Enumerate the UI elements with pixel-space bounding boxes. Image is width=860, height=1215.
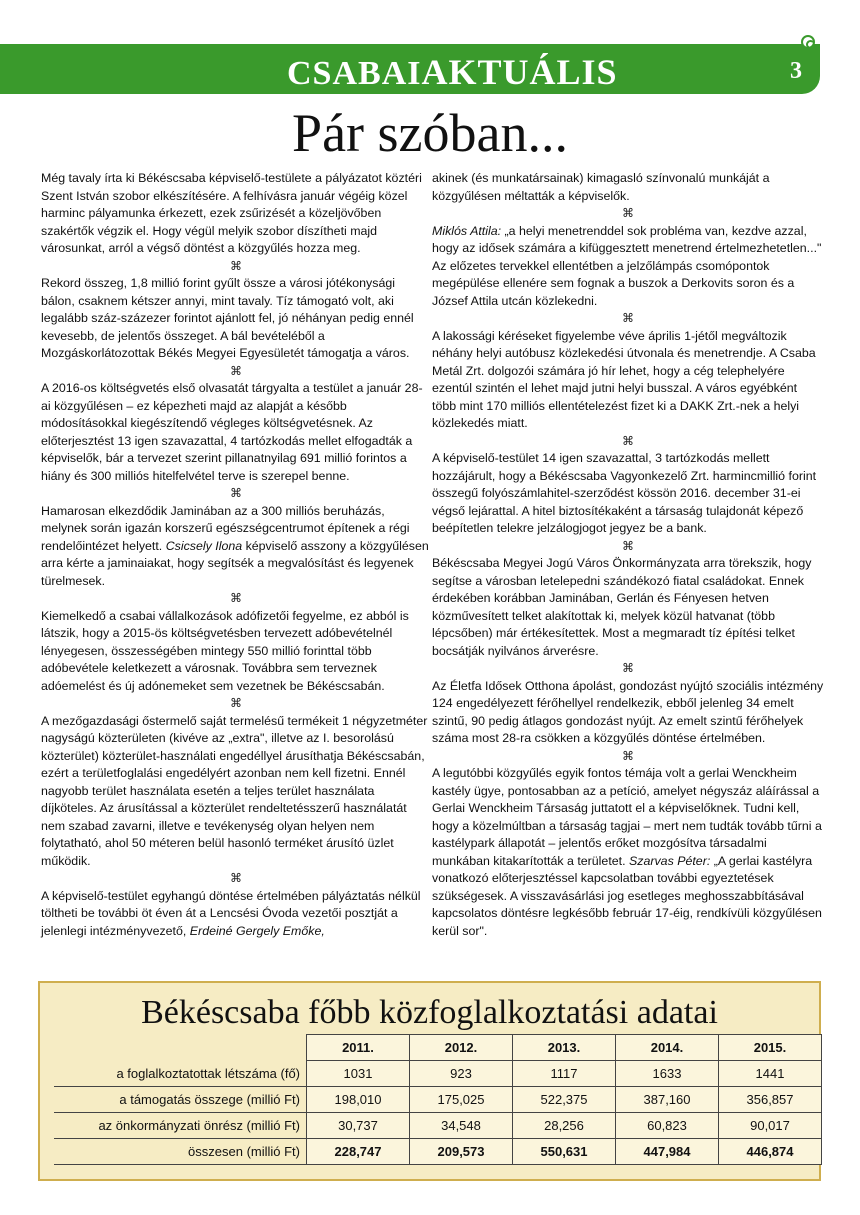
table-cell: 1117 [513,1061,616,1087]
separator-icon: ⌘ [230,591,242,605]
table-cell: 446,874 [719,1139,822,1165]
page-headline: Pár szóban... [292,103,568,163]
table-cell: 175,025 [410,1087,513,1113]
year-header: 2015. [719,1035,822,1061]
news-item: A mezőgazdasági őstermelő saját termelésű termékeit 1 négyzetméter nagyságú közterületen (kivéve az „extra", illetve az I. besorolású közterület) közterület-használati engedéllyel árusíthatja Békéscsabán, ezért a területfoglalási engedélyért azonban nem kell fizetni. Ennél nagyobb terület használata esetén a teljes terület használata díjköteles. Az árusítással a közterület rendeltetésszerű használatát nem szabad zavarni, illetve e tevékenység olyan helyen nem folytatható, ahol 50 méteren belül hasonló terméket árusító üzlet működik. [41,713,428,868]
blank-header-cell [54,1035,307,1061]
table-cell: 1633 [616,1061,719,1087]
table-title: Békéscsaba főbb közfoglalkoztatási adatai [141,994,718,1031]
table-cell: 1441 [719,1061,822,1087]
year-header: 2014. [616,1035,719,1061]
table-row [54,1061,822,1087]
person-name: Erdeiné Gergely Emőke, [189,923,325,938]
table-cell: 30,737 [307,1113,410,1139]
table-cell: 198,010 [307,1087,410,1113]
separator-icon: ⌘ [230,871,242,885]
year-header: 2013. [513,1035,616,1061]
separator-icon: ⌘ [622,661,634,675]
news-item: Még tavaly írta ki Békéscsaba képviselő-testülete a pályázatot köztéri Szent István szobor elkészítésére. A felhívásra január végéig közel harminc pályamunka érkezett, ezek zsűrizését a közeljövőben szakértők végzik el. Hogy végül melyik szobor díszítheti majd városunkat, arról a végső döntést a közgyűlés hozza meg. [41,171,422,255]
news-item: Miklós Attila: „a helyi menetrenddel sok probléma van, kezdve azzal, hogy az idősek számára a kifüggesztett menetrend értelmezhetetlen..." Az előzetes tervekkel ellentétben a jelzőlámpás csomópontok megépülése ellenére sem fognak a buszok a Derkovits soron és a József Attila utcán közlekedni. [432,223,822,308]
brand-part2: AKTUÁLIS [421,52,618,92]
table-cell: 356,857 [719,1087,822,1113]
person-name: Miklós Attila: [432,223,502,238]
news-item: A képviselő-testület 14 igen szavazattal, 3 tartózkodás mellett hozzájárult, hogy a Békéscsaba Vagyonkezelő Zrt. harmincmillió forint összegű folyószámlahitel-szerződést kössön 2016. december 31-ei végső lejárattal. A hitel biztosítékaként a társaság tulajdonát képező beépítetlen telekre jelzálogjogot jegyez be a bank. [432,451,817,535]
row-label: összesen (millió Ft) [54,1139,307,1165]
separator-icon: ⌘ [230,258,242,273]
person-name: Szarvas Péter: [629,853,711,868]
table-cell: 228,747 [307,1139,410,1165]
news-item: A 2016-os költségvetés első olvasatát tárgyalta a testület a január 28-ai közgyűlésen – ez képezheti majd az alapját a később módosításokkal kiegészítendő végleges költségvetésnek. Az előterjesztést 13 igen szavazattal, 4 tartózkodás mellet elfogadták a képviselők, bár a tervezet szerint pillanatnyilag 691 millió forintos a hiány és 300 milliós hitelfelvétel terve is szerepel benne. [41,381,423,483]
person-name: Csicsely Ilona [165,538,243,553]
news-item: Hamarosan elkezdődik Jaminában az a 300 milliós beruházás, melynek során igazán korszerű egészségcentrumot építenek a régi rendelőintézet helyett. Csicsely Ilona képviselő asszony a közgyűlésen arra kérte a jaminaiakat, hogy segítsék a megvalósítást és legyenek türelmesek. [41,503,429,588]
table-cell: 34,548 [410,1113,513,1139]
table-cell: 522,375 [513,1087,616,1113]
table-cell: 447,984 [616,1139,719,1165]
news-item: A legutóbbi közgyűlés egyik fontos témája volt a gerlai Wenckheim kastély ügye, pontosabban az a petíció, amelyet négyszáz aláírással a Gerlai Wenckheim Társaság juttatott el a képviselőknek. Tudni kell, hogy a közelmúltban a társaság tagjai – mert nem tudták tovább tűrni a kastélypark állapotát – jelentős erőket mozgósítva társadalmi munkában kitakarították a területet. Szarvas Péter: „A gerlai kastélyra vonatkozó előterjesztéssel kapcsolatban további egyeztetések szükségesek. A visszavásárlási jog esetleges meghosszabbításával kapcsolatos döntésre legkésőbb február 17-éig, rendkívüli közgyűlésen kerül sor". [432,766,822,938]
row-label: az önkormányzati önrész (millió Ft) [54,1113,307,1139]
row-label: a támogatás összege (millió Ft) [54,1087,307,1113]
row-label: a foglalkoztatottak létszáma (fő) [54,1061,307,1087]
table-row [54,1087,822,1113]
separator-icon: ⌘ [230,363,242,378]
news-item: A képviselő-testület egyhangú döntése értelmében pályáztatás nélkül töltheti be további öt éven át a Lencsési Óvoda vezetői posztját a jelenlegi intézményvezető, Erdeiné Gergely Emőke, [41,888,421,938]
table-row [54,1113,822,1139]
separator-icon: ⌘ [622,433,634,448]
news-item: Az Életfa Idősek Otthona ápolást, gondozást nyújtó szociális intézmény 124 engedélyezett férőhellyel rendelkezik, ebből jelenleg 34 emelt szintű, 90 pedig átlagos gondozást nyújt. Az emelt szintű férőhelyek száma most 28-ra csökken a közgyűlés döntése értelmében. [432,678,824,745]
table-cell: 550,631 [513,1139,616,1165]
year-header: 2011. [307,1035,410,1061]
news-item: akinek (és munkatársainak) kimagasló színvonalú munkáját a közgyűlésen méltatták a képviselők. [432,171,770,203]
swirl-logo-icon [801,35,815,49]
table-header-row [54,1035,822,1061]
publication-title [287,52,618,94]
news-item: Rekord összeg, 1,8 millió forint gyűlt össze a városi jótékonysági bálon, csaknem kétszer annyi, mint tavaly. Tíz támogató volt, aki legalább száz-százezer forintot ajánlott fel, jó néhányan pedig ennél kevesebb, de jelentős összeget. A bál bevételéből a Mozgáskorlátozottak Békés Megyei Egyesületét támogatja a város. [41,276,414,360]
news-item: Kiemelkedő a csabai vállalkozások adófizetői fegyelme, ez abból is látszik, hogy a 2015-ös költségvetésben tervezett adóbevételnél lényegesen, összességében mintegy 550 millió forinttal több adóbevétele keletkezett a városnak. Továbbra sem terveznek adóemelést és új adónemeket sem vezetnek be Békéscsabán. [41,608,409,693]
news-item: A lakossági kéréseket figyelembe véve április 1-jétől megváltozik néhány helyi autóbusz közlekedési útvonala és menetrendje. A Csaba Metál Zrt. dolgozói számára jó hír lehet, hogy a cég telephelyére ezentúl szintén el lehet majd jutni helyi busszal. A város egyébként több mint 170 milliós ellentételezést fizet ki a DAKK Zrt.-nek a helyi közlekedés miatt. [432,328,816,430]
right-column [432,170,824,940]
table-cell: 387,160 [616,1087,719,1113]
separator-icon: ⌘ [622,206,634,220]
separator-icon: ⌘ [230,696,242,710]
public-works-table [54,1034,822,1165]
brand-part1: CSABAI [287,55,422,92]
table-cell: 209,573 [410,1139,513,1165]
table-total-row [54,1139,822,1165]
year-header: 2012. [410,1035,513,1061]
separator-icon: ⌘ [622,538,634,553]
table-cell: 60,823 [616,1113,719,1139]
table-cell: 90,017 [719,1113,822,1139]
separator-icon: ⌘ [622,748,634,763]
left-column [41,170,431,940]
table-cell: 1031 [307,1061,410,1087]
table-cell: 923 [410,1061,513,1087]
news-item: Békéscsaba Megyei Jogú Város Önkormányzata arra törekszik, hogy segítse a városban letelepedni szándékozó fiatal családokat. Ennek érdekében korábban Jaminában, Gerlán és Fényesen hetven közművesített telket alakítottak ki, melyek közül hatvanat (több lépcsőben) már értékesítettek. Most a megmaradt tíz építési telket bocsátják nyilvános árverésre. [432,556,812,658]
table-cell: 28,256 [513,1113,616,1139]
separator-icon: ⌘ [230,486,242,500]
page-number: 3 [790,58,802,84]
separator-icon: ⌘ [622,311,634,325]
